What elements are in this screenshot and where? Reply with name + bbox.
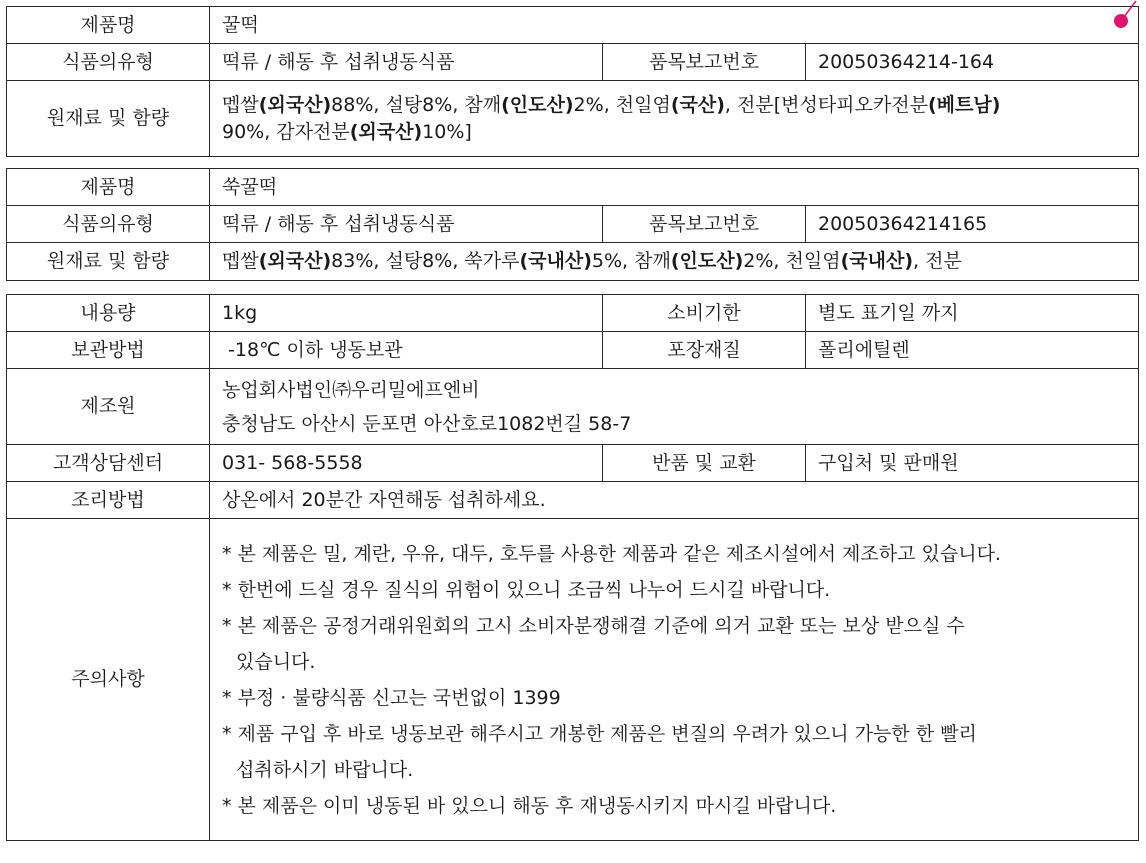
ingredients bbox=[210, 243, 1139, 281]
volume: 1kg bbox=[210, 295, 603, 332]
ingredient-text: 5%, 참깨 bbox=[591, 250, 671, 272]
origin-highlight: (외국산) bbox=[258, 250, 332, 272]
storage: -18℃ 이하 냉동보관 bbox=[210, 332, 603, 369]
ingredients-line bbox=[222, 248, 1126, 275]
table-row bbox=[7, 81, 1139, 157]
ingredients-label: 원재료 및 함량 bbox=[7, 81, 210, 157]
origin-highlight: (국내산) bbox=[519, 250, 592, 272]
report-number: 20050364214165 bbox=[806, 206, 1139, 243]
caution-item: * 제품 구입 후 바로 냉동보관 해주시고 개봉한 제품은 변질의 우려가 있으니 가능한 한 빨리 섭취하시기 바랍니다. bbox=[222, 722, 977, 781]
ingredient-text: 2%, 천일염 bbox=[573, 93, 671, 116]
caution-item: * 본 제품은 밀, 계란, 우유, 대두, 호두를 사용한 제품과 같은 제조시설에서 제조하고 있습니다. bbox=[222, 542, 1001, 565]
expiry-label: 소비기한 bbox=[603, 295, 806, 332]
ingredient-text: , 전분[변성타피오카전분 bbox=[724, 93, 928, 116]
maker-label: 제조원 bbox=[7, 369, 210, 445]
table-row bbox=[7, 332, 1139, 369]
caution-list bbox=[210, 519, 1139, 841]
maker bbox=[210, 369, 1139, 445]
origin-highlight: (외국산) bbox=[258, 93, 332, 116]
origin-highlight: (인도산) bbox=[501, 93, 574, 116]
table-row bbox=[7, 7, 1139, 44]
product-name: 꿀떡 bbox=[210, 7, 1139, 44]
food-type-label: 식품의유형 bbox=[7, 206, 210, 243]
maker-name: 농업회사법인㈜우리밀에프엔비 bbox=[222, 378, 480, 401]
product-table-2 bbox=[6, 168, 1139, 281]
ingredient-text: 10%] bbox=[422, 120, 472, 143]
product-name-label: 제품명 bbox=[7, 7, 210, 44]
cooking-label: 조리방법 bbox=[7, 482, 210, 519]
origin-highlight: (국산) bbox=[670, 93, 725, 116]
ingredient-text: 90%, 감자전분 bbox=[222, 120, 350, 143]
origin-highlight: (국내산) bbox=[840, 250, 914, 272]
table-row bbox=[7, 169, 1139, 206]
table-row bbox=[7, 206, 1139, 243]
packaging-label: 포장재질 bbox=[603, 332, 806, 369]
info-table bbox=[6, 294, 1139, 841]
product-table-1 bbox=[6, 6, 1139, 157]
caution-item: * 한번에 드실 경우 질식의 위험이 있으니 조금씩 나누어 드시길 바랍니다. bbox=[222, 578, 831, 601]
expiry: 별도 표기일 까지 bbox=[806, 295, 1139, 332]
ingredient-text: , 전분 bbox=[913, 250, 962, 272]
ingredient-text: 88%, 설탕8%, 참깨 bbox=[331, 93, 502, 116]
caution-item: * 본 제품은 공정거래위원회의 고시 소비자분쟁해결 기준에 의거 교환 또는 보상 받으실 수 있습니다. bbox=[222, 614, 965, 673]
product-name: 쑥꿀떡 bbox=[210, 169, 1139, 206]
table-row bbox=[7, 243, 1139, 281]
report-number-label: 품목보고번호 bbox=[603, 44, 806, 81]
ingredient-text: 멥쌀 bbox=[222, 93, 259, 116]
table-row bbox=[7, 445, 1139, 482]
origin-highlight: (인도산) bbox=[670, 250, 744, 272]
return-label: 반품 및 교환 bbox=[603, 445, 806, 482]
volume-label: 내용량 bbox=[7, 295, 210, 332]
cooking: 상온에서 20분간 자연해동 섭취하세요. bbox=[210, 482, 1139, 519]
caution-item: * 부정 · 불량식품 신고는 국번없이 1399 bbox=[222, 686, 561, 709]
origin-highlight: (외국산) bbox=[349, 120, 423, 143]
table-row bbox=[7, 482, 1139, 519]
food-type-label: 식품의유형 bbox=[7, 44, 210, 81]
ingredients bbox=[210, 81, 1139, 157]
support-label: 고객상담센터 bbox=[7, 445, 210, 482]
product-name-label: 제품명 bbox=[7, 169, 210, 206]
food-type: 떡류 / 해동 후 섭취냉동식품 bbox=[210, 206, 603, 243]
storage-label: 보관방법 bbox=[7, 332, 210, 369]
table-row bbox=[7, 44, 1139, 81]
return-value: 구입처 및 판매원 bbox=[806, 445, 1139, 482]
origin-highlight: (베트남) bbox=[927, 93, 1001, 116]
support-phone: 031- 568-5558 bbox=[210, 445, 603, 482]
ingredient-text: 멥쌀 bbox=[222, 250, 259, 272]
packaging: 폴리에틸렌 bbox=[806, 332, 1139, 369]
ingredient-text: 2%, 천일염 bbox=[743, 250, 841, 272]
report-number: 20050364214-164 bbox=[806, 44, 1139, 81]
caution-item: * 본 제품은 이미 냉동된 바 있으니 해동 후 재냉동시키지 마시길 바랍니다. bbox=[222, 794, 837, 817]
ingredients-label: 원재료 및 함량 bbox=[7, 243, 210, 281]
caution-label: 주의사항 bbox=[7, 519, 210, 841]
food-type: 떡류 / 해동 후 섭취냉동식품 bbox=[210, 44, 603, 81]
report-number-label: 품목보고번호 bbox=[603, 206, 806, 243]
table-row bbox=[7, 519, 1139, 841]
maker-address: 충청남도 아산시 둔포면 아산호로1082번길 58-7 bbox=[222, 412, 632, 435]
ingredients-line bbox=[222, 119, 1126, 146]
table-row bbox=[7, 369, 1139, 445]
table-row bbox=[7, 295, 1139, 332]
ingredient-text: 83%, 설탕8%, 쑥가루 bbox=[331, 250, 520, 272]
ingredients-line bbox=[222, 92, 1126, 119]
